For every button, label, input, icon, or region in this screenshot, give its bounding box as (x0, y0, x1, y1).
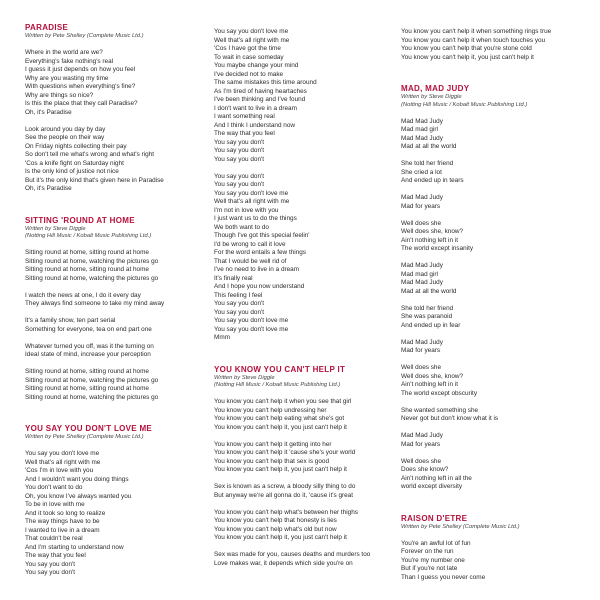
lyrics-column-1 (25, 23, 205, 578)
lyric-line: Ideal state of mind, increase your perception (25, 351, 151, 358)
lyric-line: You say you don't (214, 147, 265, 154)
lyric-stanza (25, 368, 205, 402)
lyric-line: She told her friend (401, 160, 454, 167)
lyric-line: You know you can't help it when you see that girl (214, 398, 352, 405)
lyric-line: Mad Mad Judy (401, 134, 443, 142)
lyric-line: You know you can't help it when touch touches you (401, 36, 546, 44)
lyric-stanza (25, 317, 205, 334)
lyric-line: And ended up in fear (401, 321, 461, 329)
lyric-line: We both want to do (214, 223, 269, 231)
lyric-line: I guess it just depends on how you feel (25, 66, 136, 73)
song-title: PARADISE (25, 23, 69, 32)
lyric-line: You know you can't help it getting into her (214, 440, 332, 448)
lyric-line: I watch the news at one, I do it every day (25, 291, 141, 299)
lyric-line: You're an awful lot of fun (401, 539, 471, 547)
lyric-line: Well does she (401, 219, 442, 227)
lyric-line: The way that you feel (214, 130, 275, 137)
lyric-line: You know you can't help what's old but now (214, 525, 337, 533)
lyric-line: I'd be wrong to call it love (214, 240, 286, 248)
lyric-line: You know you can't help undressing her (214, 406, 327, 414)
lyric-line: 'Cos a knife fight on Saturday night (25, 159, 124, 167)
lyric-stanza (401, 220, 581, 254)
song-credit: Written by Steve Diggle (401, 94, 462, 100)
song-block (214, 28, 394, 343)
lyric-line: Mad for years (401, 347, 441, 354)
lyric-line: Mad Mad Judy (401, 338, 443, 346)
lyric-line: 'Cos I'm in love with you (25, 467, 94, 474)
lyric-line: And I hope you now understand (214, 283, 305, 290)
song-credit: Written by Pete Shelley (Complete Music Ltd.) (401, 523, 520, 530)
lyric-line: You say you don't (214, 300, 265, 307)
song-title: YOU KNOW YOU CAN'T HELP IT (214, 364, 346, 374)
lyric-line: That I would be well rid of (214, 257, 287, 265)
lyric-line: Mmm (214, 334, 230, 341)
lyric-line: You know you can't help it, you just can't help it (401, 53, 534, 61)
lyric-line: She told her friend (401, 304, 454, 312)
lyric-line: You know you can't help that honesty is lies (214, 517, 337, 524)
lyric-line: The same mistakes this time around (214, 79, 317, 86)
lyric-stanza (214, 509, 394, 543)
lyric-line: To wait in case someday (214, 53, 284, 61)
song-credit: Written by Pete Shelley (Complete Music Ltd.) (25, 434, 144, 440)
lyric-stanza (25, 343, 205, 360)
lyric-line: Well does she, know? (401, 228, 464, 235)
song-block (401, 514, 581, 583)
lyric-stanza (25, 126, 205, 194)
lyric-line: You know you can't help that you're stone cold (401, 45, 532, 52)
lyric-line: Sitting round at home, watching the pictures go (25, 274, 159, 282)
lyric-stanza (214, 483, 394, 500)
lyric-line: For the word entails a few things (214, 249, 306, 256)
lyric-stanza (401, 339, 581, 356)
song-block (25, 23, 205, 194)
lyric-line: And ended up in tears (401, 177, 464, 184)
song-credit: (Notting Hill Music / Kobalt Music Publishing Ltd.) (25, 233, 152, 239)
lyric-line: Mad Mad Judy (401, 194, 443, 201)
lyric-stanza (401, 262, 581, 296)
lyric-line: I've decided not to make (214, 70, 284, 78)
lyric-stanza (401, 407, 581, 424)
lyric-stanza (25, 292, 205, 309)
lyric-line: Mad at all the world (401, 287, 457, 295)
lyric-line: Oh, it's Paradise (25, 108, 72, 116)
lyric-line: I've been thinking and I've found (214, 96, 306, 103)
lyric-line: Sitting round at home, sitting round at home (25, 385, 149, 392)
lyric-line: You say you don't love me (214, 28, 289, 35)
lyric-line: As I'm tired of having heartaches (214, 87, 307, 95)
lyric-stanza (214, 441, 394, 475)
lyric-line: Sex is known as a screw, a bloody silly thing to do (214, 483, 356, 490)
lyric-stanza (214, 28, 394, 164)
lyric-line: You know you can't help it, you just can't help it (214, 534, 347, 541)
lyric-line: I just want us to do the things (214, 215, 297, 222)
lyric-stanza (401, 364, 581, 398)
lyric-line: Sitting round at home, sitting round at home (25, 249, 149, 256)
lyric-line: You maybe change your mind (214, 62, 299, 69)
lyric-stanza (401, 28, 581, 62)
lyric-line: You're my number one (401, 556, 465, 564)
lyric-line: world except diversity (401, 483, 463, 490)
lyric-stanza (401, 540, 581, 583)
lyric-line: And I'm starting to understand now (25, 543, 124, 551)
lyric-line: Ain't nothing left in all the (401, 474, 472, 482)
lyric-line: To be in love with me (25, 501, 85, 508)
lyric-line: Is this the place that they call Paradise? (25, 100, 138, 107)
lyric-stanza (401, 118, 581, 152)
lyric-line: I don't want to live in a dream (214, 104, 297, 112)
lyric-line: You say you don't love me (214, 325, 289, 333)
lyric-line: You know you can't help it, you just can't help it (214, 423, 347, 431)
lyric-line: It's a family show, ten part serial (25, 317, 116, 324)
lyric-line: I've no need to live in a dream (214, 266, 300, 273)
lyric-line: She wanted something she (401, 406, 479, 414)
lyric-line: You know you can't help it when something rings true (401, 28, 552, 35)
lyric-line: Though I've got this special feelin' (214, 232, 310, 239)
lyric-line: You know you can't help eating what she's got (214, 415, 345, 422)
song-block (214, 365, 394, 569)
song-block (25, 424, 205, 578)
lyric-line: Sitting round at home, sitting round at home (25, 266, 149, 273)
lyric-line: Look around you day by day (25, 125, 106, 133)
lyrics-column-2 (214, 28, 394, 568)
lyric-line: You say you don't love me (25, 450, 100, 457)
lyric-line: The world except obscurity (401, 389, 478, 397)
song-credit: (Notting Hill Music / Kobalt Music Publishing Ltd.) (401, 101, 528, 108)
lyric-line: Never got but don't know what it is (401, 415, 499, 422)
lyric-line: Well that's all right with me (25, 458, 101, 466)
lyric-line: Oh, it's Paradise (25, 185, 72, 192)
lyric-line: Ain't nothing left in it (401, 381, 458, 388)
lyric-line: Mad for years (401, 202, 441, 210)
lyric-line: And I think I understand now (214, 121, 296, 129)
lyric-stanza (401, 305, 581, 331)
lyric-line: It's finally real (214, 274, 253, 282)
lyric-stanza (214, 173, 394, 343)
lyric-line: You say you don't (214, 308, 265, 316)
lyric-line: The world except insanity (401, 245, 474, 252)
song-credit: Written by Pete Shelley (Complete Music Ltd.) (25, 33, 144, 39)
lyric-line: Mad mad girl (401, 126, 438, 133)
lyric-line: Everything's fake nothing's real (25, 57, 114, 65)
lyric-line: Sitting round at home, sitting round at home (25, 368, 149, 375)
lyric-line: But it's the only kind that's given here in Paradise (25, 176, 164, 184)
lyric-line: Sitting round at home, watching the pictures go (25, 393, 159, 401)
song-block (401, 84, 581, 492)
lyric-line: The way that you feel (25, 552, 86, 559)
lyric-line: She cried a lot (401, 168, 442, 176)
lyric-line: Love makes war, it depends which side you're on (214, 559, 353, 567)
lyric-line: You say you don't (214, 181, 265, 188)
lyric-line: Mad Mad Judy (401, 262, 443, 269)
lyric-line: You say you don't love me (214, 317, 289, 324)
lyric-line: With questions when everything's fine? (25, 83, 136, 90)
song-credit: Written by Steve Diggle (25, 225, 86, 232)
lyric-line: See the people on their way (25, 134, 105, 141)
song-title: YOU SAY YOU DON'T LOVE ME (25, 424, 153, 433)
lyric-line: Mad at all the world (401, 143, 457, 150)
lyric-line: Why are you wasting my time (25, 74, 109, 82)
song-title: SITTING 'ROUND AT HOME (25, 215, 135, 225)
lyric-line: Well does she (401, 457, 442, 465)
lyric-line: Does she know? (401, 466, 449, 473)
song-title: RAISON D'ETRE (401, 513, 468, 523)
lyric-line: On Friday nights collecting their pay (25, 142, 127, 150)
lyric-line: That couldn't be real (25, 535, 83, 542)
lyric-line: Well that's all right with me (214, 36, 290, 44)
song-credit: Written by Steve Diggle (214, 374, 275, 381)
lyric-line: I'm not in love with you (214, 206, 279, 214)
lyric-line: You say you don't love me (214, 189, 289, 197)
lyric-stanza (401, 458, 581, 492)
lyric-line: Ain't nothing left in it (401, 236, 458, 244)
lyric-line: The way things have to be (25, 518, 100, 525)
lyric-line: Is the only kind of justice not nice (25, 168, 119, 175)
lyric-line: So don't tell me what's wrong and what's right (25, 151, 155, 158)
lyric-line: I want something real (214, 113, 275, 120)
lyric-stanza (401, 160, 581, 186)
lyric-line: I wanted to live in a dream (25, 526, 100, 534)
song-credit: (Notting Hill Music / Kobalt Music Publishing Ltd.) (214, 382, 341, 388)
lyric-line: You say you don't (214, 172, 265, 180)
lyrics-column-3 (401, 28, 581, 582)
lyric-line: Sitting round at home, watching the pictures go (25, 376, 159, 384)
lyric-line: This feeling I feel (214, 291, 263, 299)
lyric-line: You say you don't (25, 569, 76, 576)
lyric-stanza (401, 432, 581, 449)
lyric-line: And I wouldn't want you doing things (25, 475, 129, 483)
lyric-line: Well that's all right with me (214, 198, 290, 205)
song-block (25, 216, 205, 403)
lyric-stanza (214, 551, 394, 568)
lyric-line: She was paranoid (401, 313, 453, 320)
lyric-line: Mad mad girl (401, 270, 438, 278)
lyric-stanza (401, 194, 581, 211)
lyric-line: 'Cos I have got the time (214, 45, 281, 52)
lyric-line: You say you don't (214, 138, 265, 146)
lyric-line: You say you don't (25, 560, 76, 568)
lyric-line: Mad for years (401, 440, 441, 448)
lyric-line: But if you're not late (401, 565, 458, 572)
lyric-line: And it took so long to realize (25, 509, 106, 517)
lyric-line: Well does she (401, 364, 442, 371)
lyric-line: Where in the world are we? (25, 49, 103, 56)
lyric-line: They always find someone to take my mind away (25, 300, 165, 307)
lyric-line: You don't want to do (25, 484, 83, 491)
lyric-line: Than I guess you never come (401, 573, 486, 581)
lyric-stanza (25, 450, 205, 578)
lyric-line: Oh, you know I've always wanted you (25, 492, 132, 500)
lyric-line: Mad Mad Judy (401, 432, 443, 439)
lyric-line: You know you can't help it, you just can't help it (214, 466, 347, 473)
lyric-line: Sex was made for you, causes deaths and murders too (214, 551, 371, 558)
song-block (401, 28, 581, 62)
lyric-line: You know you can't help that sex is good (214, 457, 330, 465)
lyric-line: But anyway we're all gonna do it, 'cause it's great (214, 491, 354, 499)
lyric-stanza (25, 49, 205, 117)
lyric-line: You say you don't (214, 155, 265, 163)
lyric-line: Forever on the run (401, 548, 454, 555)
lyric-line: Mad Mad Judy (401, 117, 443, 125)
lyric-line: You know you can't help what's between her thighs (214, 508, 358, 516)
lyric-line: Something for everyone, tea on end part one (25, 325, 152, 333)
lyric-line: You know you can't help it 'cause she's your world (214, 449, 356, 456)
lyric-line: Sitting round at home, watching the pictures go (25, 257, 159, 265)
lyric-stanza (25, 249, 205, 283)
lyric-line: Why are things so nice? (25, 91, 94, 99)
lyric-line: Well does she, know? (401, 372, 464, 380)
lyric-line: Whatever turned you off, was it the turning on (25, 342, 154, 350)
song-title: MAD, MAD JUDY (401, 84, 470, 93)
lyric-line: Mad Mad Judy (401, 279, 443, 286)
lyric-stanza (214, 398, 394, 432)
